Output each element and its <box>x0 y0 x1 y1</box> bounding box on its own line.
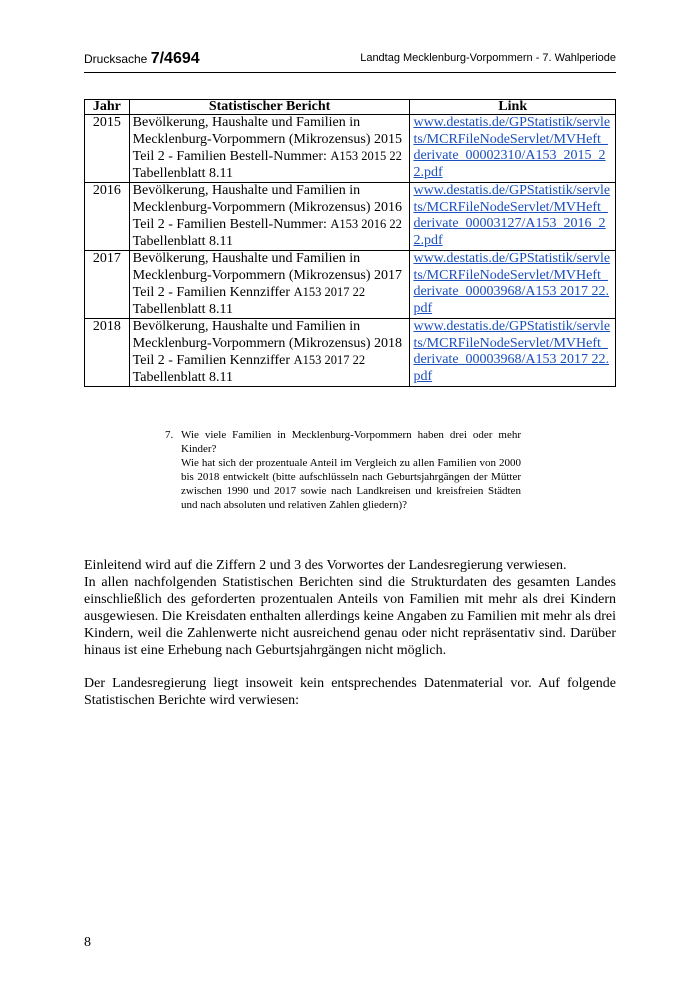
table-header-row <box>85 100 616 115</box>
statistical-reports-table <box>84 99 616 387</box>
report-cell: Bevölkerung, Haushalte und Familien in Mecklenburg-Vorpommern (Mikrozensus) 2015 Teil 2 - Familien Bestell-Nummer: A153 2015 22 Tabellenblatt 8.11 <box>129 115 410 183</box>
report-cell: Bevölkerung, Haushalte und Familien in Mecklenburg-Vorpommern (Mikrozensus) 2016 Teil 2 - Familien Bestell-Nummer: A153 2016 22 Tabellenblatt 8.11 <box>129 183 410 251</box>
page-header <box>84 46 616 73</box>
column-header-report: Statistischer Bericht <box>129 100 410 115</box>
printed-matter-number: 7/4694 <box>150 50 200 67</box>
year-cell: 2016 <box>85 183 130 251</box>
report-code: A153 2017 22 <box>293 285 366 299</box>
answer-paragraph: Der Landesregierung liegt insoweit kein entsprechendes Datenmaterial vor. Auf folgende Statistischen Berichte wird verwiesen: <box>84 676 616 708</box>
question-number: 7. <box>165 429 174 441</box>
link-cell <box>410 319 616 387</box>
page-number: 8 <box>84 935 91 950</box>
link-cell <box>410 183 616 251</box>
link-cell <box>410 251 616 319</box>
answer-text <box>84 557 616 709</box>
report-link[interactable]: www.destatis.de/GPStatistik/servlets/MCRFileNodeServlet/MVHeft_derivate_00003127/A153_2016_22.pdf <box>413 183 611 248</box>
answer-paragraph: In allen nachfolgenden Statistischen Berichten sind die Strukturdaten des gesamten Landes einschließlich des geforderten prozentualen Anteils von Familien mit mehr als drei Kindern ausgewiesen. Die Kreisdaten enthalten allerdings keine Angaben zu Familien mit mehr als drei Kindern, weil die Zahlenwerte nicht ausreichend genau oder nicht repräsentativ sind. Darüber hinaus ist eine Erhebung nach Geburtsjahrgängen nicht möglich. <box>84 575 616 658</box>
answer-paragraph: Einleitend wird auf die Ziffern 2 und 3 des Vorwortes der Landesregierung verwiesen. <box>84 558 567 573</box>
question-block <box>165 428 521 512</box>
question-line: Wie viele Familien in Mecklenburg-Vorpommern haben drei oder mehr Kinder? <box>181 429 521 455</box>
report-cell: Bevölkerung, Haushalte und Familien in Mecklenburg-Vorpommern (Mikrozensus) 2018 Teil 2 - Familien Kennziffer A153 2017 22 Tabellenblatt 8.11 <box>129 319 410 387</box>
table-row <box>85 115 616 183</box>
parliament-label: Landtag Mecklenburg-Vorpommern - 7. Wahlperiode <box>360 52 616 64</box>
report-code: A153 2017 22 <box>293 353 366 367</box>
report-link[interactable]: www.destatis.de/GPStatistik/servlets/MCRFileNodeServlet/MVHeft_derivate_00002310/A153_2015_22.pdf <box>413 115 611 180</box>
paragraph-gap <box>84 659 616 675</box>
year-cell: 2015 <box>85 115 130 183</box>
table-row <box>85 319 616 387</box>
table-row <box>85 183 616 251</box>
printed-matter-label: Drucksache 7/4694 <box>84 50 200 67</box>
table-row <box>85 251 616 319</box>
year-cell: 2017 <box>85 251 130 319</box>
column-header-year: Jahr <box>85 100 130 115</box>
column-header-link: Link <box>410 100 616 115</box>
report-cell: Bevölkerung, Haushalte und Familien in Mecklenburg-Vorpommern (Mikrozensus) 2017 Teil 2 - Familien Kennziffer A153 2017 22 Tabellenblatt 8.11 <box>129 251 410 319</box>
report-link[interactable]: www.destatis.de/GPStatistik/servlets/MCRFileNodeServlet/MVHeft_derivate_00003968/A153 2017 22.pdf <box>413 319 611 384</box>
report-code: A153 2015 22 <box>330 149 402 163</box>
report-link[interactable]: www.destatis.de/GPStatistik/servlets/MCRFileNodeServlet/MVHeft_derivate_00003968/A153 2017 22.pdf <box>413 251 611 316</box>
question-text <box>181 428 521 512</box>
link-cell <box>410 115 616 183</box>
question-line: Wie hat sich der prozentuale Anteil im Vergleich zu allen Familien von 2000 bis 2018 entwickelt (bitte aufschlüsseln nach Geburtsjahrgängen der Mütter zwischen 1990 und 2017 sowie nach Landkreisen und kreisfreien Städten und nach absoluten und relativen Zahlen gliedern)? <box>181 457 521 511</box>
report-code: A153 2016 22 <box>330 217 402 231</box>
year-cell: 2018 <box>85 319 130 387</box>
